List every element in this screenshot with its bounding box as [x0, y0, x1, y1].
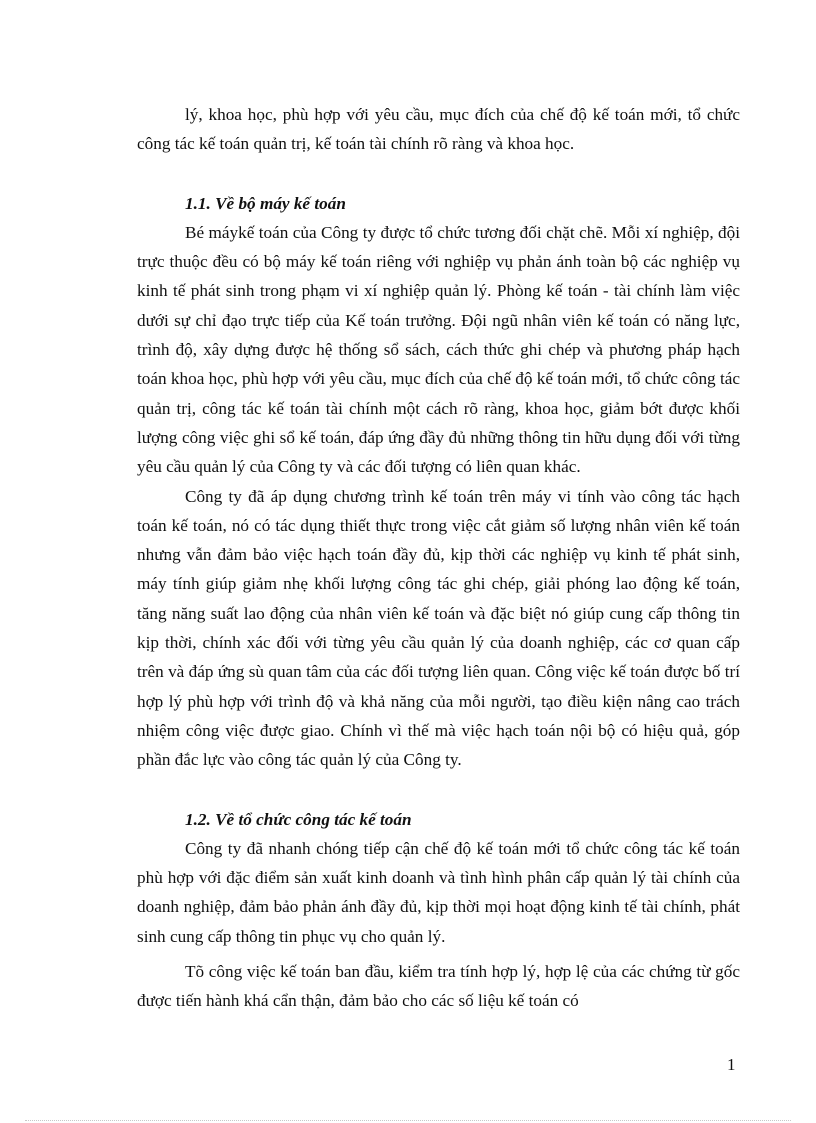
paragraph-computer-accounting: Công ty đã áp dụng chương trình kế toán trên máy vi tính vào công tác hạch toán kế toán, nó có tác dụng thiết thực trong việc cắt giảm số lượng nhân viên kế toán nhưng vẫn đảm bảo việc hạch toán đầy đủ, kịp thời các nghiệp vụ kinh tế phát sinh, máy tính giúp giảm nhẹ khối lượng công tác ghi chép, giải phóng lao động kế toán, tăng năng suất lao động của nhân viên kế toán và đặc biệt nó giúp cung cấp thông tin kịp thời, chính xác đối với từng yêu cầu quản lý của doanh nghiệp, các cơ quan cấp trên và đáp ứng sù quan tâm của các đối tượng liên quan. Công việc kế toán được bố trí hợp lý phù hợp với trình độ và khả năng của mỗi người, tạo điều kiện nâng cao trách nhiệm công việc được giao. Chính vì thế mà việc hạch toán nội bộ có hiệu quả, góp phần đắc lực vào công tác quản lý của Công ty. [137, 486, 740, 770]
page-bottom-divider [25, 1120, 791, 1121]
paragraph-initial-work: Tõ công việc kế toán ban đầu, kiểm tra tính hợp lý, hợp lệ của các chứng từ gốc được tiến hành khá cẩn thận, đảm bảo cho các số liệu kế toán có [137, 962, 740, 1011]
page-number: 1 [727, 1055, 736, 1074]
section-heading-1-1: 1.1. Về bộ máy kế toán [185, 193, 346, 213]
paragraph-accounting-apparatus: Bé máykế toán của Công ty được tổ chức tương đối chặt chẽ. Mỗi xí nghiệp, đội trực thuộc đều có bộ máy kế toán riêng với nghiệp vụ phản ánh toàn bộ các nghiệp vụ kinh tế phát sinh trong phạm vi xí nghiệp quản lý. Phòng kế toán - tài chính làm việc dưới sự chỉ đạo trực tiếp của Kế toán trưởng. Đội ngũ nhân viên kế toán có năng lực, trình độ, xây dựng được hệ thống sổ sách, cách thức ghi chép và phương pháp hạch toán khoa học, phù hợp với yêu cầu, mục đích của chế độ kế toán mới, tổ chức công tác quản trị, công tác kế toán tài chính một cách rõ ràng, khoa học, giảm bớt được khối lượng công việc ghi sổ kế toán, đáp ứng đầy đủ những thông tin hữu dụng đối với từng yêu cầu quản lý của Công ty và các đối tượng có liên quan khác. [137, 222, 740, 477]
paragraph-accounting-organization: Công ty đã nhanh chóng tiếp cận chế độ kế toán mới tổ chức công tác kế toán phù hợp với đặc điểm sản xuất kinh doanh và tình hình phân cấp quản lý tài chính của doanh nghiệp, đảm bảo phản ánh đầy đủ, kịp thời mọi hoạt động kinh tế tài chính, phát sinh cung cấp thông tin phục vụ cho quản lý. [137, 838, 740, 946]
section-heading-1-2: 1.2. Về tổ chức công tác kế toán [185, 809, 412, 829]
page-body [137, 100, 740, 1016]
paragraph-continued: lý, khoa học, phù hợp với yêu cầu, mục đích của chế độ kế toán mới, tổ chức công tác kế toán quản trị, kế toán tài chính rõ ràng và khoa học. [137, 105, 740, 154]
